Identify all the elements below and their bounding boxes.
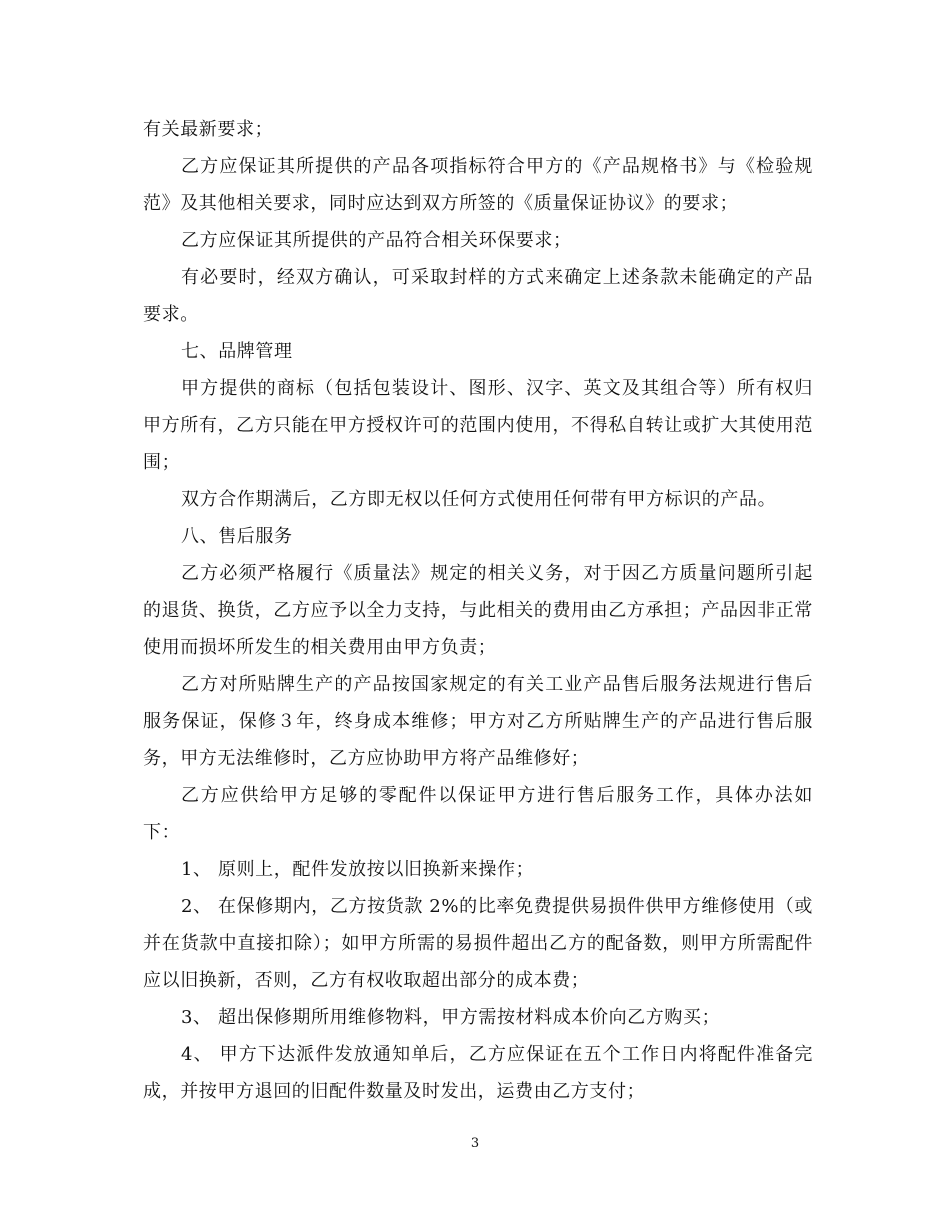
section-heading-after-sales: 八、售后服务 [181, 526, 293, 547]
document-body [143, 111, 813, 1110]
page-number: 3 [470, 1136, 480, 1151]
paragraph-quality-law: 乙方必须严格履行《质量法》规定的相关义务，对于因乙方质量问题所引起的退货、换货，乙方应予以全力支持，与此相关的费用由乙方承担；产品因非正常使用而损坏所发生的相关费用由甲方负责； [143, 563, 813, 658]
paragraph-spare-parts: 乙方应供给甲方足够的零配件以保证甲方进行售后服务工作，具体办法如下： [143, 785, 813, 843]
list-item-4: 4、 甲方下达派件发放通知单后，乙方应保证在五个工作日内将配件准备完成，并按甲方退回的旧配件数量及时发出，运费由乙方支付； [143, 1044, 813, 1102]
paragraph-spec-compliance: 乙方应保证其所提供的产品各项指标符合甲方的《产品规格书》与《检验规范》及其他相关要求，同时应达到双方所签的《质量保证协议》的要求； [143, 156, 813, 214]
paragraph-post-cooperation: 双方合作期满后，乙方即无权以任何方式使用任何带有甲方标识的产品。 [181, 489, 777, 510]
list-item-1: 1、 原则上，配件发放按以旧换新来操作； [181, 859, 535, 880]
list-item-3: 3、 超出保修期所用维修物料，甲方需按材料成本价向乙方购买； [181, 1007, 721, 1028]
paragraph-sealed-sample: 有必要时，经双方确认，可采取封样的方式来确定上述条款未能确定的产品要求。 [143, 267, 813, 325]
paragraph-continuation: 有关最新要求； [143, 119, 274, 140]
paragraph-environmental: 乙方应保证其所提供的产品符合相关环保要求； [181, 230, 572, 251]
paragraph-warranty: 乙方对所贴牌生产的产品按国家规定的有关工业产品售后服务法规进行售后服务保证，保修３年，终身成本维修；甲方对乙方所贴牌生产的产品进行售后服务，甲方无法维修时，乙方应协助甲方将产品维修好； [143, 674, 813, 769]
paragraph-trademark-ownership: 甲方提供的商标（包括包装设计、图形、汉字、英文及其组合等）所有权归甲方所有，乙方只能在甲方授权许可的范围内使用，不得私自转让或扩大其使用范围； [143, 378, 813, 473]
section-heading-brand-management: 七、品牌管理 [181, 341, 293, 362]
list-item-2: 2、 在保修期内，乙方按货款 2%的比率免费提供易损件供甲方维修使用（或并在货款中直接扣除）；如甲方所需的易损件超出乙方的配备数，则甲方所需配件应以旧换新，否则，乙方有权收取超出部分的成本费； [143, 896, 813, 991]
